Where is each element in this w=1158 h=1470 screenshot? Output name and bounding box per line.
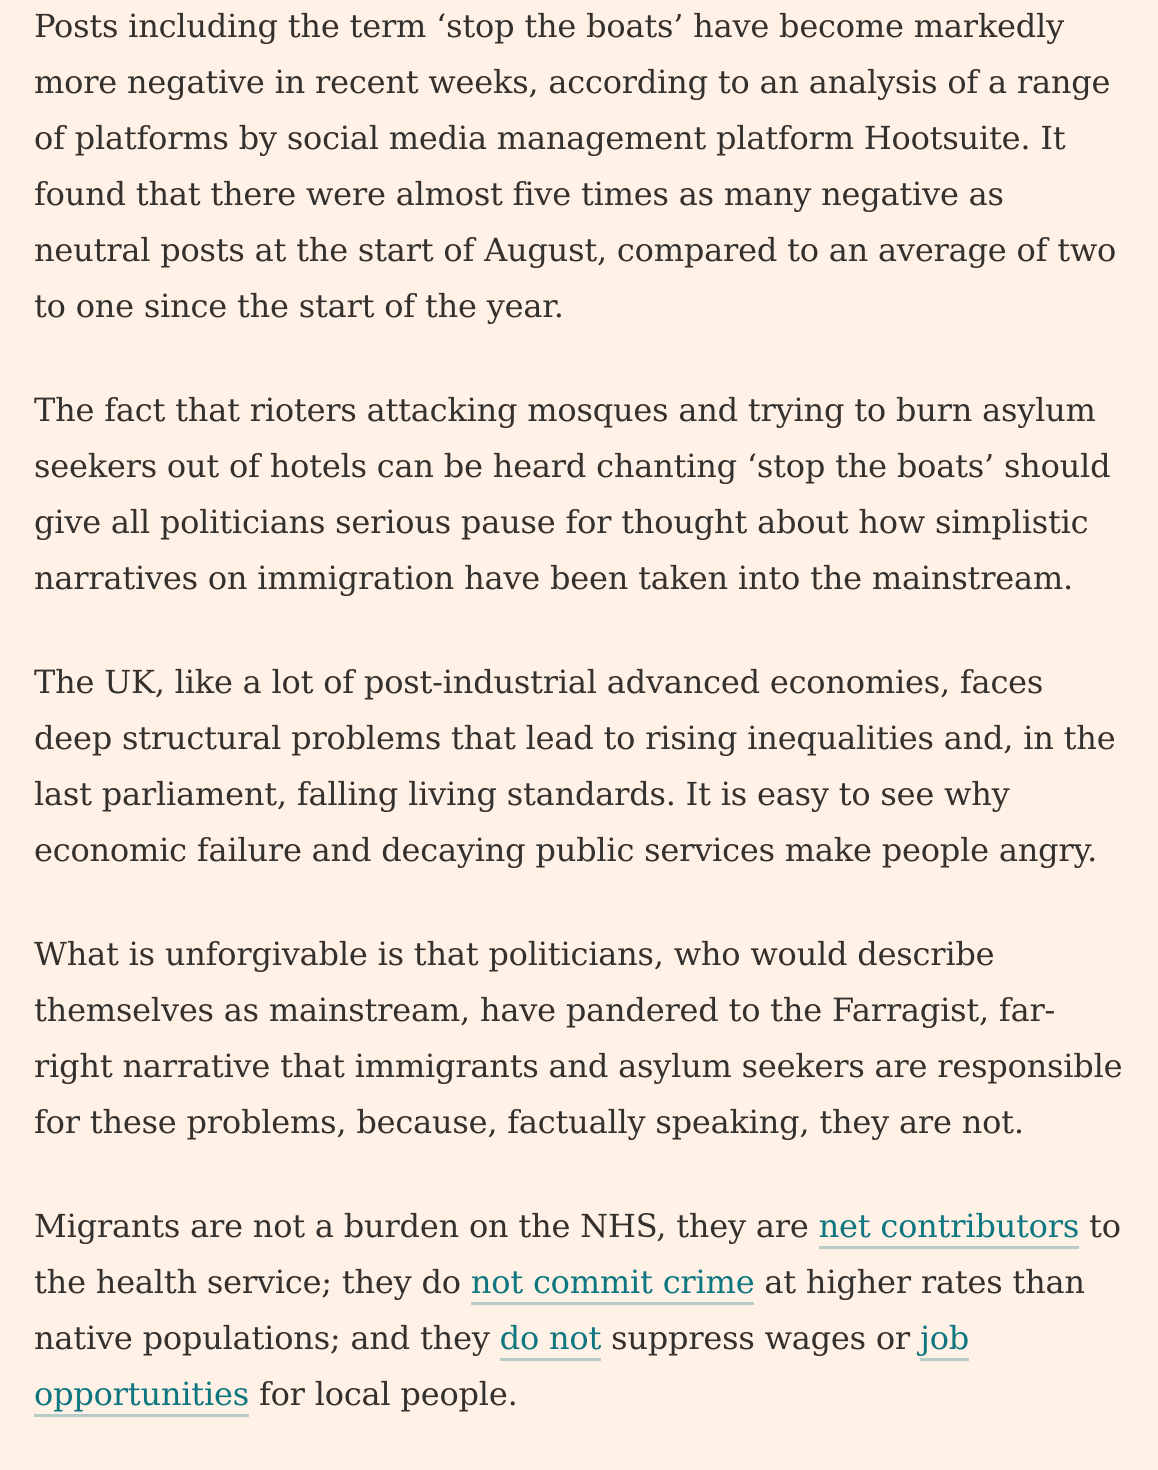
net-contributors-link[interactable]: net contributors [819, 1207, 1080, 1249]
paragraph-unforgivable-pandering: What is unforgivable is that politicians, who would describe themselves as mainstream, have pandered to the Farragist, far-right narrative that immigrants and asylum seekers are responsible for these problems, because, factually speaking, they are not. [34, 935, 1123, 1141]
job-opportunities-link[interactable]: job opportunities [34, 1319, 969, 1417]
not-commit-crime-link[interactable]: not commit crime [471, 1263, 755, 1305]
paragraph-text-segment: suppress wages or [601, 1319, 920, 1357]
paragraph-text-segment: at higher rates than native populations; and they [34, 1263, 1085, 1357]
paragraph-rioters-chanting: The fact that rioters attacking mosques and trying to burn asylum seekers out of hotels can be heard chanting ‘stop the boats’ should give all politicians serious pause for thought about how simplistic narratives on immigration have been taken into the mainstream. [34, 391, 1111, 597]
article-body [34, 0, 1124, 1470]
do-not-link[interactable]: do not [500, 1319, 601, 1361]
paragraph-migrants-facts [34, 1198, 1124, 1422]
paragraph-text-segment: to the health service; they do [34, 1207, 1121, 1301]
paragraph-hootsuite-analysis: Posts including the term ‘stop the boats’ have become markedly more negative in recent weeks, according to an analysis of a range of platforms by social media management platform Hootsuite. It found that there were almost five times as many negative as neutral posts at the start of August, compared to an average of two to one since the start of the year. [34, 7, 1117, 325]
paragraph-text-segment: Migrants are not a burden on the NHS, they are [34, 1207, 819, 1245]
paragraph-text-segment: for local people. [248, 1375, 518, 1413]
paragraph-structural-problems: The UK, like a lot of post-industrial advanced economies, faces deep structural problems that lead to rising inequalities and, in the last parliament, falling living standards. It is easy to see why economic failure and decaying public services make people angry. [34, 663, 1116, 869]
